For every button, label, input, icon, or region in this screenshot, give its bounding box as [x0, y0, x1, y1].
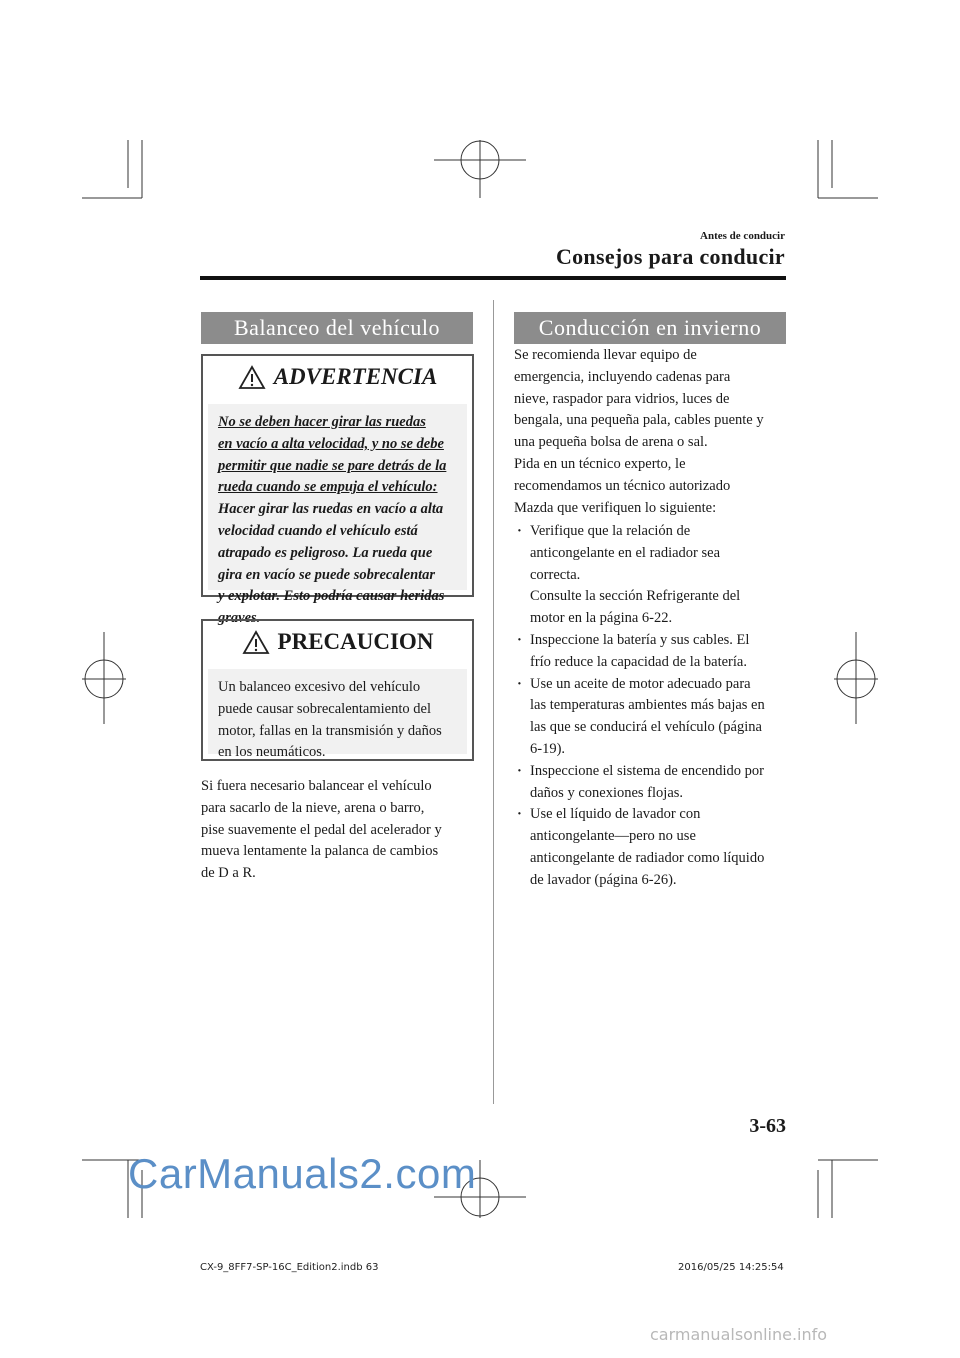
warning-line: No se deben hacer girar las ruedas [218, 414, 426, 430]
warning-line: atrapado es peligroso. La rueda que [218, 544, 433, 561]
warning-icon [242, 630, 270, 655]
paragraph-line: para sacarlo de la nieve, arena o barro, [201, 799, 425, 816]
warning-line: en vacío a alta velocidad, y no se debe [218, 435, 444, 452]
section-title: Consejos para conducir [555, 244, 785, 269]
list-item-line: · Inspeccione la batería y sus cables. El [530, 631, 750, 648]
list-item-line: · Verifique que la relación de [530, 523, 691, 539]
caution-title [203, 621, 472, 663]
warning-line: rueda cuando se empuja el vehículo: [218, 479, 438, 496]
caution-line: Un balanceo excesivo del vehículo [218, 679, 421, 695]
intro-line: Pida en un técnico experto, le [514, 455, 686, 472]
caution-box [201, 619, 474, 761]
caution-body [208, 669, 467, 761]
list-item-line: anticongelante en el radiador sea [530, 544, 721, 561]
footer-timestamp: 2016/05/25 14:25:54 [678, 1262, 784, 1273]
column-divider [493, 300, 494, 1104]
watermark-logo: CarManuals2.com [128, 1150, 477, 1197]
left-section-heading: Balanceo del vehículo [201, 312, 473, 344]
warning-line: gira en vacío se puede sobrecalentar [218, 566, 436, 583]
list-item-line: anticongelante de radiador como líquido [530, 849, 765, 866]
list-item-line: · Inspeccione el sistema de encendido por [530, 762, 764, 779]
warning-title-text: ADVERTENCIA [273, 364, 438, 389]
winter-intro [514, 345, 794, 519]
warning-line: graves. [218, 610, 261, 627]
list-item-line: · Use un aceite de motor adecuado para [530, 675, 751, 692]
right-section-heading: Conducción en invierno [514, 312, 786, 344]
list-item [514, 804, 794, 891]
rocking-paragraph [201, 776, 486, 885]
intro-line: nieve, raspador para vidrios, luces de [514, 390, 730, 407]
caution-title-text: PRECAUCION [277, 629, 434, 654]
chapter-title: Antes de conducir [700, 230, 785, 242]
list-item-line: Consulte la sección Refrigerante del [530, 588, 741, 605]
header-rule [200, 276, 786, 280]
paragraph-line: mueva lentamente la palanca de cambios [201, 843, 439, 860]
intro-line: recomendamos un técnico autorizado [514, 477, 731, 494]
list-item [514, 674, 794, 761]
list-item-line: daños y conexiones flojas. [530, 784, 684, 801]
caution-line: en los neumáticos. [218, 744, 326, 761]
list-item-line: de lavador (página 6-26). [530, 871, 677, 888]
paragraph-line: de D a R. [201, 865, 256, 882]
warning-icon [238, 365, 266, 390]
warning-title [203, 356, 472, 398]
list-item [514, 521, 794, 630]
paragraph-line: pise suavemente el pedal del acelerador y [201, 821, 442, 838]
list-item [514, 630, 794, 674]
warning-line: velocidad cuando el vehículo está [218, 522, 418, 539]
paragraph-line: Si fuera necesario balancear el vehículo [201, 778, 432, 794]
warning-line: Hacer girar las ruedas en vacío a alta [218, 501, 444, 518]
list-item-line: las que se conducirá el vehículo (página [530, 719, 762, 736]
intro-line: una pequeña bolsa de arena o sal. [514, 434, 708, 451]
watermark-site: carmanualsonline.info [650, 1325, 828, 1344]
intro-line: emergencia, incluyendo cadenas para [514, 368, 731, 385]
list-item-line: frío reduce la capacidad de la batería. [530, 653, 747, 670]
caution-line: puede causar sobrecalentamiento del [218, 700, 431, 717]
warning-body [208, 404, 467, 627]
warning-line: permitir que nadie se pare detrás de la [218, 457, 447, 474]
list-item-line: 6-19). [530, 740, 566, 757]
footer-file: CX-9_8FF7-SP-16C_Edition2.indb 63 [200, 1262, 379, 1273]
warning-box [201, 354, 474, 627]
list-item [514, 761, 794, 805]
list-item-line: las temperaturas ambientes más bajas en [530, 697, 765, 714]
page-number: 3-63 [749, 1115, 786, 1137]
winter-checklist [514, 521, 794, 892]
intro-line: Mazda que verifiquen lo siguiente: [514, 499, 717, 516]
list-item-line: anticongelante—pero no use [530, 828, 696, 845]
list-item-line: correcta. [530, 566, 581, 583]
warning-line: y explotar. Esto podría causar heridas [218, 588, 445, 605]
list-item-line: motor en la página 6-22. [530, 610, 673, 627]
intro-line: bengala, una pequeña pala, cables puente y [514, 412, 764, 429]
caution-line: motor, fallas en la transmisión y daños [218, 722, 442, 739]
intro-line: Se recomienda llevar equipo de [514, 347, 697, 363]
list-item-line: · Use el líquido de lavador con [530, 806, 701, 823]
